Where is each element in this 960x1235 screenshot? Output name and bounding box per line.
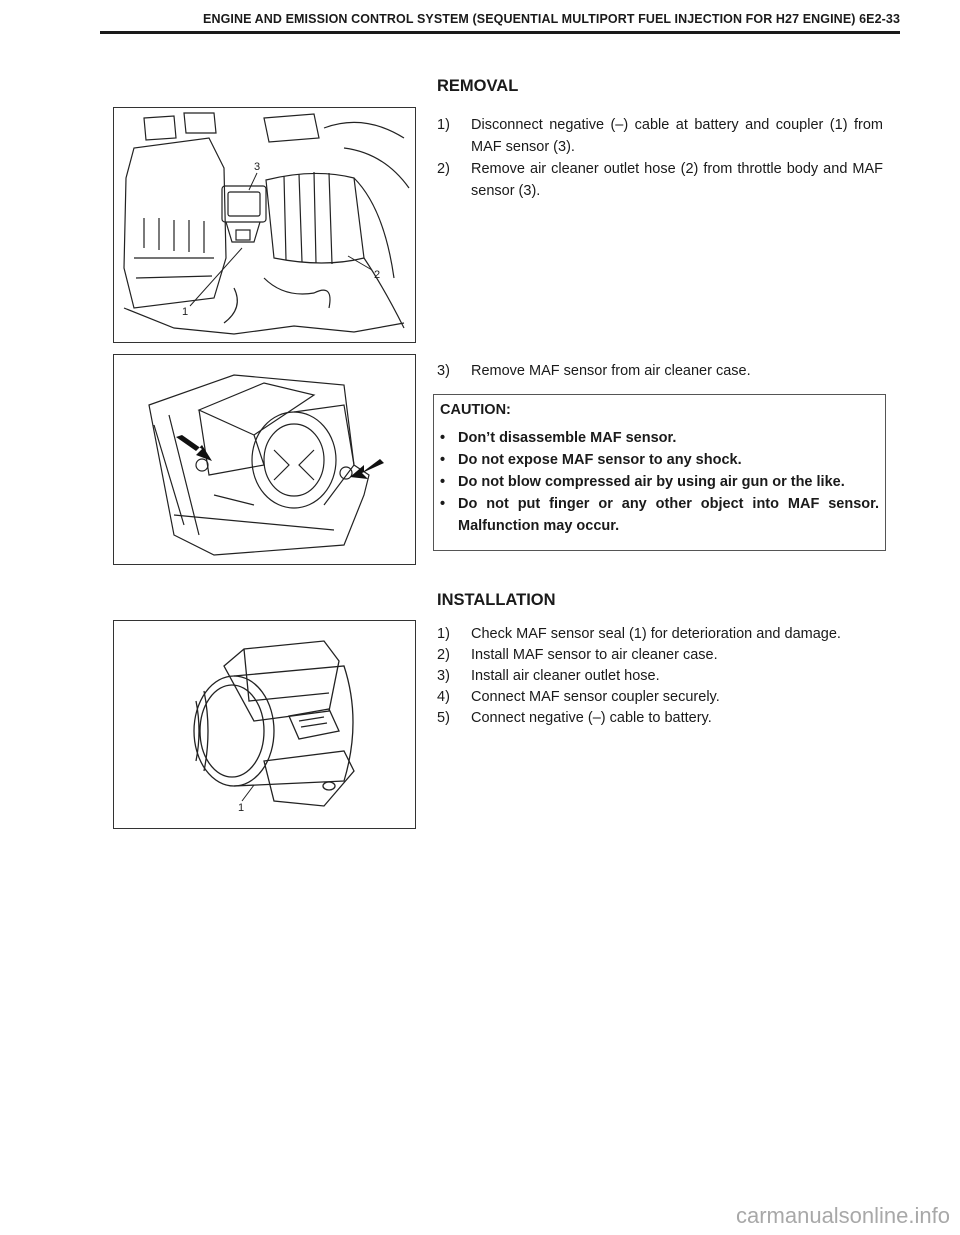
list-item	[437, 687, 883, 708]
step-text: Remove air cleaner outlet hose (2) from throttle body and MAF sensor (3).	[471, 161, 883, 199]
callout-1: 1	[182, 306, 189, 318]
step-text: Install MAF sensor to air cleaner case.	[471, 647, 718, 663]
step-number: 2)	[437, 647, 450, 663]
maf-seal-illustration	[114, 621, 415, 828]
list-item	[440, 427, 879, 449]
watermark-text: carmanualsonline.info	[735, 1203, 950, 1228]
figure-maf-sensor-location	[113, 107, 416, 343]
figure-maf-sensor-seal	[113, 620, 416, 829]
step-number: 1)	[437, 117, 450, 133]
bullet-icon: •	[440, 474, 446, 490]
list-item	[437, 114, 883, 158]
step-text: Install air cleaner outlet hose.	[471, 668, 660, 684]
step-text: Check MAF sensor seal (1) for deterioration and damage.	[471, 626, 841, 642]
step-number: 5)	[437, 710, 450, 726]
list-item	[437, 360, 883, 382]
removal-steps-list-b	[437, 360, 883, 382]
arrow-right-icon	[350, 459, 384, 479]
installation-steps-list	[437, 624, 883, 729]
callout-2: 2	[374, 269, 381, 281]
list-item	[437, 708, 883, 729]
bullet-icon: •	[440, 430, 446, 446]
header-rule	[100, 31, 900, 34]
list-item	[437, 158, 883, 202]
caution-box	[433, 394, 886, 551]
callout-1: 1	[238, 802, 245, 814]
step-number: 4)	[437, 689, 450, 705]
caution-text: Do not expose MAF sensor to any shock.	[458, 452, 742, 468]
list-item	[440, 449, 879, 471]
list-item	[440, 493, 879, 537]
bullet-icon: •	[440, 452, 446, 468]
step-text: Connect negative (–) cable to battery.	[471, 710, 712, 726]
step-text: Remove MAF sensor from air cleaner case.	[471, 363, 751, 379]
step-text: Connect MAF sensor coupler securely.	[471, 689, 720, 705]
arrow-left-icon	[176, 435, 212, 461]
list-item	[437, 666, 883, 687]
list-item	[437, 624, 883, 645]
maf-location-illustration	[114, 108, 415, 342]
caution-text: Don’t disassemble MAF sensor.	[458, 430, 677, 446]
list-item	[440, 471, 879, 493]
step-number: 2)	[437, 161, 450, 177]
page-header-title: ENGINE AND EMISSION CONTROL SYSTEM (SEQUENTIAL MULTIPORT FUEL INJECTION FOR H27 ENGINE) 6E2-33	[203, 12, 900, 26]
step-text: Disconnect negative (–) cable at battery and coupler (1) from MAF sensor (3).	[471, 117, 883, 155]
caution-list	[440, 427, 879, 537]
figure-maf-sensor-removal	[113, 354, 416, 565]
caution-text: Do not put finger or any other object into MAF sensor. Malfunction may occur.	[458, 496, 879, 534]
caution-title: CAUTION:	[440, 402, 511, 418]
maf-removal-illustration	[114, 355, 415, 564]
step-number: 1)	[437, 626, 450, 642]
step-number: 3)	[437, 363, 450, 379]
installation-heading: INSTALLATION	[437, 591, 556, 609]
caution-text: Do not blow compressed air by using air gun or the like.	[458, 474, 845, 490]
step-number: 3)	[437, 668, 450, 684]
list-item	[437, 645, 883, 666]
removal-steps-list-a	[437, 114, 883, 202]
callout-3: 3	[254, 161, 261, 173]
bullet-icon: •	[440, 496, 446, 512]
removal-heading: REMOVAL	[437, 77, 519, 95]
